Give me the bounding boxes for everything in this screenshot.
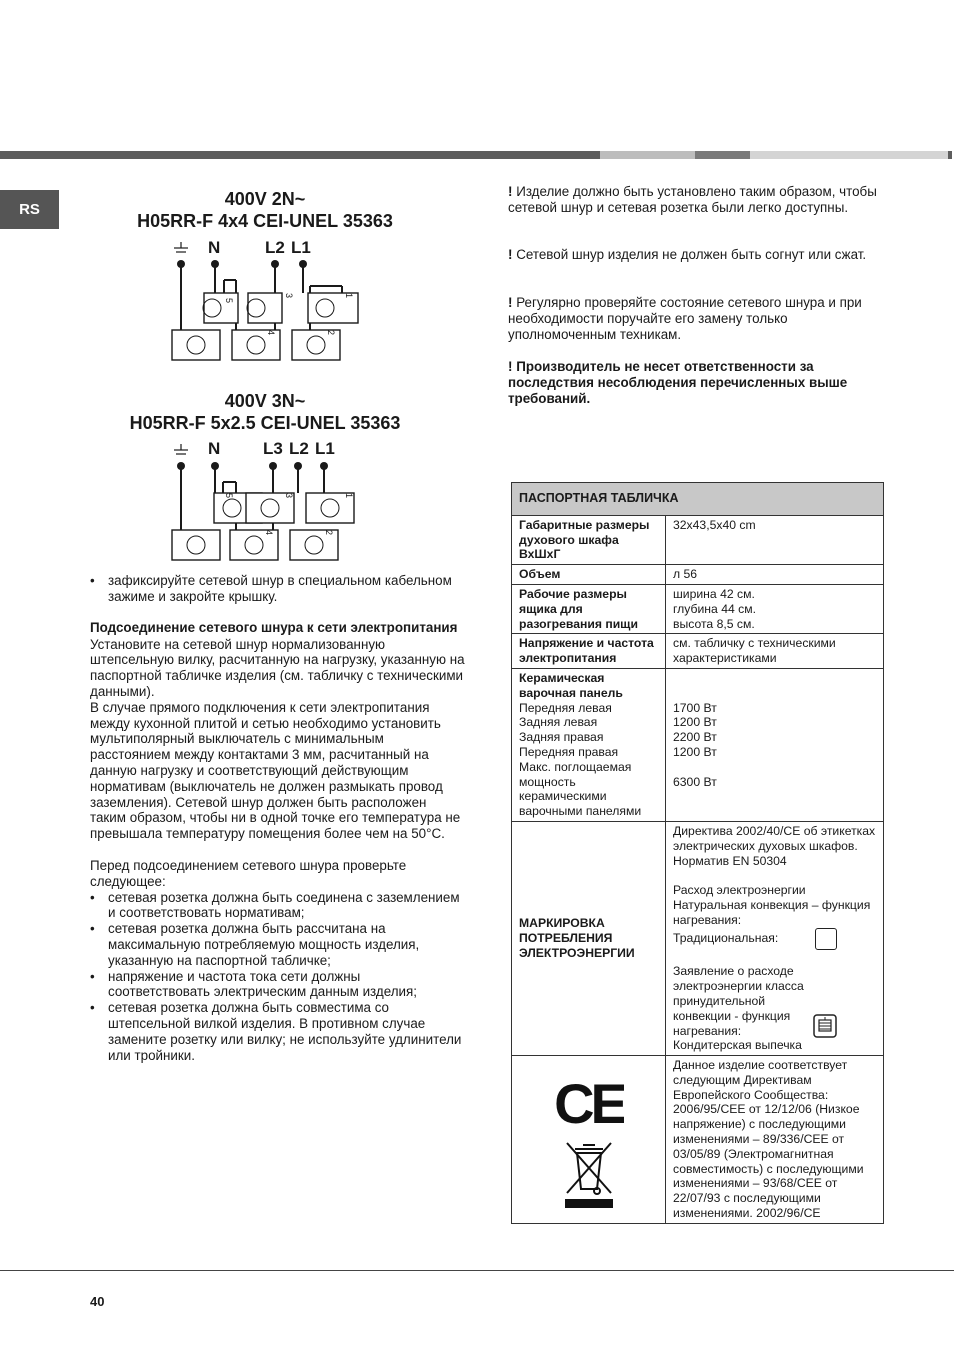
check-item: • напряжение и частота тока сети должны соответствовать электрическим данным изделия; [90, 968, 417, 1000]
left-text-column [90, 573, 465, 1063]
warning-4: ! Производитель не несет ответственности за последствия несоблюдения перечисленных выше требований. [508, 359, 848, 406]
paragraph: Перед подсоединением сетевого шнура проверьте следующее: [90, 857, 407, 889]
warning-3: ! Регулярно проверяйте состояние сетевого шнура и при необходимости поручайте его замену только уполномоченным техникам. [508, 295, 862, 342]
ce-mark-icon [554, 1073, 624, 1129]
table-title: ПАСПОРТНАЯ ТАБЛИЧКА [512, 483, 884, 516]
table-row: Керамическая варочная панель Передняя левая Задняя левая Задняя правая Передняя правая Макс. поглощаемая мощность керамическими варочными панелями 1700 Вт 1200 Вт 2200 Вт 1200 Вт 6300 Вт [512, 668, 884, 821]
check-item: • сетевая розетка должна быть рассчитана на максимальную потребляемую мощность изделия, указанную на паспортной табличке; [90, 921, 420, 968]
weee-bin-icon [563, 1139, 615, 1211]
top-color-bar [0, 151, 954, 159]
bullet-item: • зафиксируйте сетевой шнур в специальном кабельном зажиме и закройте крышку. [90, 573, 452, 604]
table-row: Объем л 56 [512, 565, 884, 585]
svg-text:3: 3 [284, 493, 294, 499]
diagram1-label-n: N [208, 238, 221, 257]
check-item: • сетевая розетка должна быть соединена с заземлением и соответствовать нормативам; [90, 889, 460, 921]
language-tab: RS [0, 190, 59, 229]
svg-text:1: 1 [344, 293, 354, 299]
svg-text:5: 5 [224, 493, 234, 499]
diagram1-label-l1: L1 [291, 238, 311, 257]
warning-2: ! Сетевой шнур изделия не должен быть согнут или сжат. [508, 247, 867, 262]
svg-text:3: 3 [284, 293, 294, 299]
section-heading: Подсоединение сетевого шнура к сети электропитания [90, 619, 458, 635]
svg-text:4: 4 [264, 530, 274, 536]
table-row: Габаритные размеры духового шкафа ВхШхГ 32x43,5x40 cm [512, 515, 884, 564]
svg-text:2: 2 [324, 530, 334, 536]
svg-text:5: 5 [224, 298, 234, 304]
diagram2-label-l1: L1 [315, 439, 335, 458]
paragraph: Установите на сетевой шнур нормализованную штепсельную вилку, расчитанную на нагрузку, указанную на паспортной табличке изделия (см. табличку с техническими данными). [90, 636, 465, 699]
diagram1-label-l2: L2 [265, 238, 285, 257]
diagram2-label-l2: L2 [289, 439, 309, 458]
table-row: Рабочие размеры ящика для разогревания пищи ширина 42 см. глубина 44 см. высота 8,5 см. [512, 584, 884, 633]
diagram1-title: 400V 2N~ H05RR-F 4x4 CEI-UNEL 35363 [137, 189, 393, 231]
svg-text:CE: CE [554, 1073, 624, 1130]
diagram2-label-l3: L3 [263, 439, 283, 458]
paragraph: В случае прямого подключения к сети электропитания между кухонной плитой и сетью необходимо установить мультиполярный выключатель с минимальным расстоянием между контактами 3 мм, расчитанный на данную нагрузку и соответствующий действующим нормативам (выключатель не должен размыкать провод заземления). Сетевой шнур должен быть расположен таким образом, чтобы ни в одной точке его температура не превышала температуру помещения более чем на 50°C. [90, 699, 461, 842]
warning-1: ! Изделие должно быть установлено таким образом, чтобы сетевой шнур и сетевая розетка были легко доступны. [508, 184, 877, 215]
svg-text:1: 1 [344, 493, 354, 499]
table-row: МАРКИРОВКА ПОТРЕБЛЕНИЯ ЭЛЕКТРОЭНЕРГИИ Директива 2002/40/CE об этикетках электрических духовых шкафов. Норматив EN 50304 Расход электроэнергии Натуральная конвекция – функция нагревания: Традициональная: Заявление о расходе электроэнергии класса принудительной конвекции - функция нагревания: Кондитерская выпечка [512, 821, 884, 1055]
svg-text:2: 2 [326, 330, 336, 336]
diagram2-title: 400V 3N~ H05RR-F 5x2.5 CEI-UNEL 35363 [129, 391, 401, 433]
diagram2-label-n: N [208, 439, 221, 458]
rating-plate-table [511, 482, 884, 1224]
table-row: CE Данное изделие соответствует следующим Директивам Европейского Сообщества: 2006/95/CEE от 12/12/06 (Низкое напряжение) с последующими изменениями – 89/336/CEE от 03/05/89 (Электромагнитная совместимость) с последующими изменениями – 93/68/CEE от 22/07/93 с последующими изменениями. 2002/96/CE [512, 1056, 884, 1224]
svg-text:4: 4 [266, 330, 276, 336]
check-item: • сетевая розетка должна быть совместима со штепсельной вилкой изделия. В противном случае замените розетку или вилку; не используйте удлинители или тройники. [90, 1000, 462, 1063]
conventional-oven-icon [815, 928, 837, 950]
table-row: Напряжение и частота электропитания см. табличку с техническими характеристиками [512, 634, 884, 669]
footer-rule [0, 1270, 954, 1271]
page-number: 40 [90, 1294, 105, 1309]
fan-oven-icon [813, 1014, 837, 1038]
